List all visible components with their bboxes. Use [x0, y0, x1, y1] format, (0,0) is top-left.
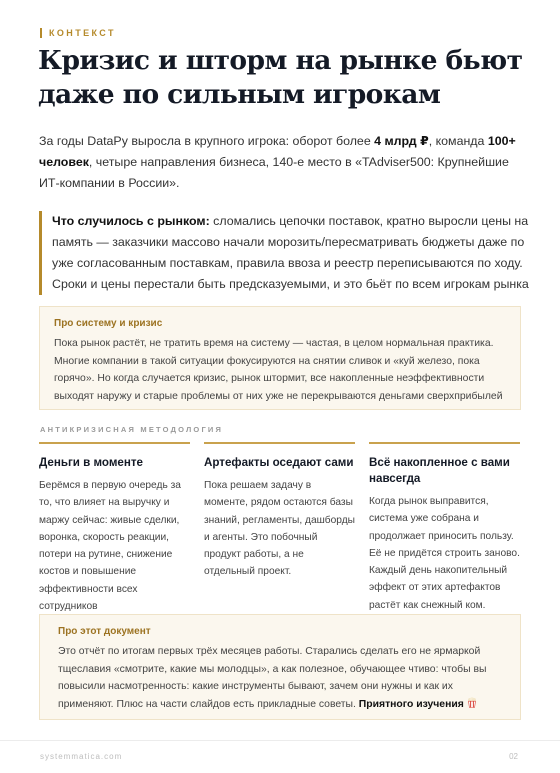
- footer-brand: systemmatica.com: [40, 752, 123, 761]
- market-event-callout: [39, 211, 532, 295]
- document-info-closing: Приятного изучения: [358, 698, 464, 710]
- methodology-column-money: [39, 442, 190, 615]
- market-event-text: сломались цепочки поставок, кратно выросли цены на память — заказчики массово начали морозить/пересматривать бюджеты даже по уже согласованным поставкам, правила ввоза и реестр переписываются по ходу. Сроки и цены перестали быть предсказуемыми, и это бьёт по всем игрокам рынка: [52, 214, 529, 291]
- methodology-column-artifacts: [204, 442, 355, 581]
- page-title: Кризис и шторм на рынке бьют даже по сильным игрокам: [38, 45, 523, 110]
- popcorn-icon: [467, 697, 477, 708]
- intro-text-3: , четыре направления бизнеса, 140-е место в «TAdviser500: Крупнейшие ИТ-компании в России».: [39, 155, 509, 190]
- column-rule: [39, 442, 190, 444]
- system-crisis-title: Про систему и кризис: [54, 318, 163, 329]
- page-number: 02: [509, 752, 518, 761]
- methodology-label: АНТИКРИЗИСНАЯ МЕТОДОЛОГИЯ: [40, 425, 224, 434]
- column-title: Всё накопленное с вами навсегда: [369, 456, 510, 485]
- intro-text-2: , команда: [428, 134, 488, 148]
- section-label-text: КОНТЕКСТ: [49, 28, 116, 38]
- methodology-column-forever: [369, 442, 520, 614]
- system-crisis-box: [39, 306, 521, 410]
- intro-revenue: 4 млрд ₽: [374, 134, 429, 148]
- column-title: Артефакты оседают сами: [204, 456, 354, 469]
- column-text: Когда рынок выправится, система уже собрана и продолжает приносить пользу. Её не придётся строить заново. Каждый день накопительный эффект от этих артефактов растёт как снежный ком.: [369, 496, 520, 611]
- intro-text-1: За годы DataРу выросла в крупного игрока: оборот более: [39, 134, 375, 148]
- column-title: Деньги в моменте: [39, 456, 144, 469]
- accent-bar: [40, 28, 42, 38]
- document-info-title: Про этот документ: [58, 626, 151, 637]
- intro-team-size: 100+ человек: [39, 134, 516, 169]
- column-rule: [369, 442, 520, 444]
- footer-divider: [0, 740, 560, 741]
- document-info-box: [39, 614, 521, 720]
- market-event-lead: Что случилось с рынком:: [52, 214, 210, 228]
- document-info-text: Это отчёт по итогам первых трёх месяцев работы. Старались сделать его не ярмаркой тщеславия «смотрите, какие мы молодцы», а как полезное, обучающее чтиво: чтобы вы повысили насмотренность: какие инструменты бывают, зачем они нужны и как их применяют. Плюс на части слайдов есть прикладные советы.: [58, 646, 487, 710]
- document-info-text-block: [58, 643, 502, 713]
- intro-paragraph: [39, 131, 529, 194]
- column-text: Пока решаем задачу в моменте, рядом остаются базы знаний, регламенты, дашборды и агенты. Это побочный продукт работы, а не отдельный проект.: [204, 480, 355, 578]
- section-label: [40, 28, 116, 38]
- system-crisis-text: Пока рынок растёт, не тратить время на систему — частая, в целом нормальная практика. Многие компании в такой ситуации фокусируются на снятии сливок и «куй железо, пока горячо». Но когда случается кризис, рынок штормит, все накопленные неэффективности выходят наружу и старые проблемы от них уже не перекрываются деньгами сверхприбылей: [54, 338, 503, 402]
- column-rule: [204, 442, 355, 444]
- column-text: Берёмся в первую очередь за то, что влияет на выручку и маржу сейчас: живые сделки, воронка, скорость реакции, потери на рутине, снижение костов и повышение эффективности всех сотрудников: [39, 480, 181, 613]
